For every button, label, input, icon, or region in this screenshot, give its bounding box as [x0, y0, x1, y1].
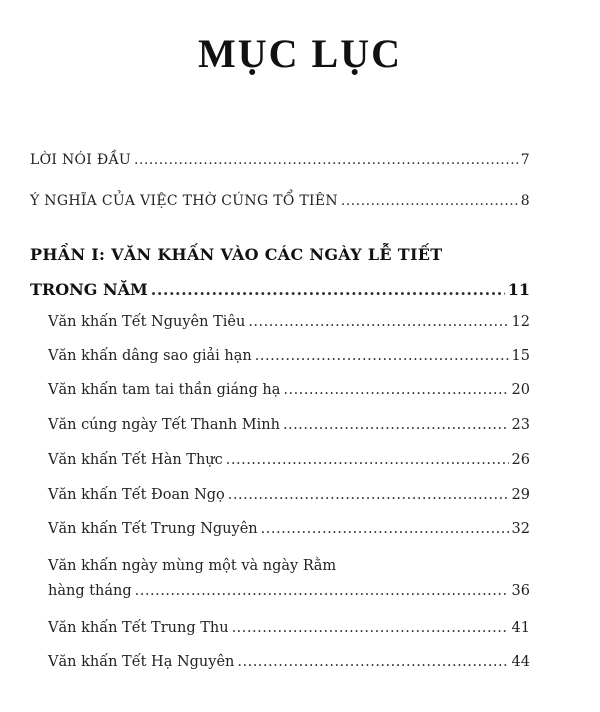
toc-entry-mung-mot-ram[interactable]	[48, 583, 530, 599]
dot-leader	[261, 521, 509, 537]
dot-leader	[283, 417, 509, 433]
dot-leader	[341, 193, 518, 209]
toc-entry-label: Văn khấn tam tai thần giáng hạ	[48, 382, 281, 398]
toc-entry-label: Văn cúng ngày Tết Thanh Minh	[48, 417, 280, 433]
page-title: MỤC LỤC	[198, 31, 402, 76]
toc-entry-label: Văn khấn Tết Nguyên Tiêu	[48, 314, 246, 330]
part-heading-line2: TRONG NĂM	[30, 280, 148, 299]
toc-entry-han-thuc[interactable]	[48, 452, 530, 468]
toc-entry-label: Ý NGHĨA CỦA VIỆC THỜ CÚNG TỔ TIÊN	[30, 193, 338, 209]
toc-page-number: 12	[511, 314, 530, 330]
toc-entry-trung-thu[interactable]	[48, 620, 530, 636]
toc-entry-label-line1: Văn khấn ngày mùng một và ngày Rằm	[48, 558, 337, 574]
toc-entry-label: Văn khấn Tết Hàn Thực	[48, 452, 223, 468]
toc-entry-loi-noi-dau[interactable]	[30, 152, 530, 168]
part-heading-line1: PHẦN I: VĂN KHẤN VÀO CÁC NGÀY LỄ TIẾT	[30, 245, 443, 264]
toc-entry-doan-ngo[interactable]	[48, 487, 530, 503]
toc-entry-nguyen-tieu[interactable]	[48, 314, 530, 330]
toc-entry-label-line2: hàng tháng	[48, 583, 132, 599]
dot-leader	[134, 152, 518, 168]
toc-entry-ha-nguyen[interactable]	[48, 654, 530, 670]
dot-leader	[248, 314, 508, 330]
toc-page-number: 23	[511, 417, 530, 433]
toc-page-number: 8	[520, 193, 530, 209]
toc-page-number: 26	[511, 452, 530, 468]
toc-entry-label: Văn khấn dâng sao giải hạn	[48, 348, 252, 364]
dot-leader	[135, 583, 509, 599]
dot-leader	[232, 620, 509, 636]
toc-entry-label: LỜI NÓI ĐẦU	[30, 152, 131, 168]
toc-page-number: 15	[511, 348, 530, 364]
dot-leader	[283, 382, 508, 398]
toc-page-number: 32	[511, 521, 530, 537]
toc-entry-label: Văn khấn Tết Đoan Ngọ	[48, 487, 225, 503]
toc-entry-label: Văn khấn Tết Trung Nguyên	[48, 521, 258, 537]
toc-page-number: 44	[511, 654, 530, 670]
toc-page-number: 36	[511, 583, 530, 599]
dot-leader	[151, 280, 505, 299]
toc-entry-label: Văn khấn Tết Trung Thu	[48, 620, 229, 636]
dot-leader	[255, 348, 509, 364]
toc-entry-part-1[interactable]	[30, 280, 530, 299]
toc-entry-tam-tai[interactable]	[48, 382, 530, 398]
toc-entry-thanh-minh[interactable]	[48, 417, 530, 433]
toc-entry-dang-sao[interactable]	[48, 348, 530, 364]
toc-page-number: 7	[520, 152, 530, 168]
toc-entry-y-nghia[interactable]	[30, 193, 530, 209]
toc-page-number: 11	[507, 280, 530, 299]
toc-page-number: 20	[511, 382, 530, 398]
dot-leader	[228, 487, 509, 503]
toc-page-number: 29	[511, 487, 530, 503]
toc-entry-trung-nguyen[interactable]	[48, 521, 530, 537]
toc-page-number: 41	[511, 620, 530, 636]
toc-entry-label: Văn khấn Tết Hạ Nguyên	[48, 654, 235, 670]
dot-leader	[237, 654, 508, 670]
dot-leader	[226, 452, 509, 468]
